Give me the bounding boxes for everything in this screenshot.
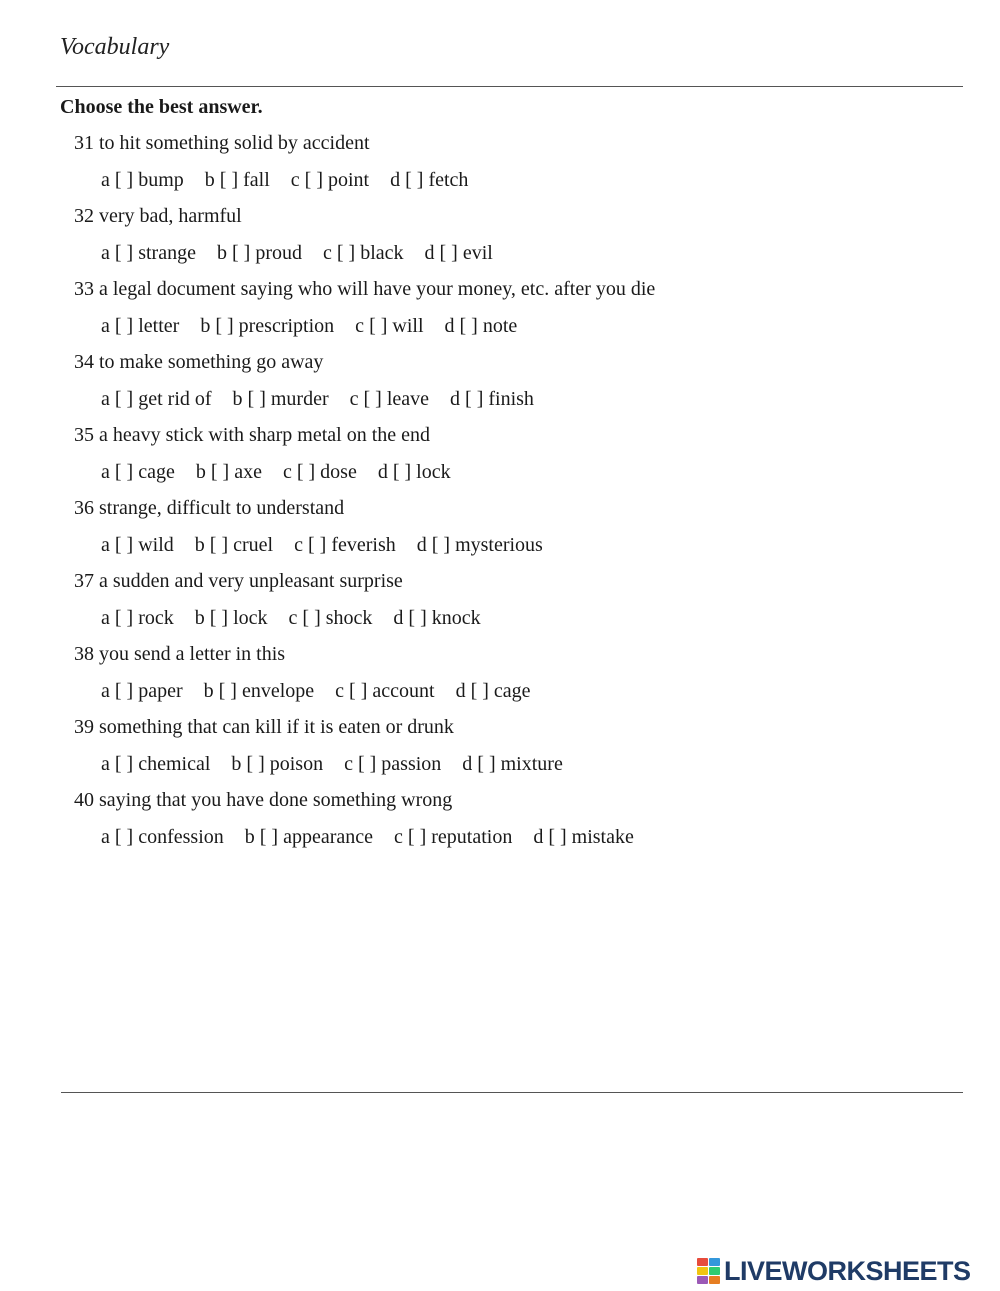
question-text: very bad, harmful: [99, 205, 242, 227]
option-letter: b: [244, 826, 255, 848]
option-a[interactable]: [101, 753, 210, 776]
option-letter: c: [394, 826, 403, 848]
answer-checkbox[interactable]: [ ]: [439, 242, 458, 264]
option-b[interactable]: [195, 607, 268, 630]
brand-name: LIVEWORKSHEETS: [724, 1255, 971, 1286]
option-c[interactable]: [394, 826, 512, 849]
option-d[interactable]: [393, 607, 480, 630]
option-letter: d: [416, 534, 427, 556]
liveworksheets-logo: [697, 1256, 971, 1286]
option-label: prescription: [238, 315, 335, 337]
logo-tile: [709, 1276, 720, 1284]
question-prompt: [74, 497, 344, 520]
option-label: mysterious: [455, 534, 543, 556]
option-c[interactable]: [335, 680, 434, 703]
option-letter: c: [344, 753, 353, 775]
answer-checkbox[interactable]: [ ]: [259, 826, 279, 848]
option-label: dose: [320, 461, 357, 483]
option-b[interactable]: [205, 169, 270, 192]
answer-checkbox[interactable]: [ ]: [465, 388, 484, 410]
answer-checkbox[interactable]: [ ]: [302, 607, 321, 629]
logo-tile: [709, 1258, 720, 1266]
option-b[interactable]: [195, 534, 273, 557]
answer-checkbox[interactable]: [ ]: [218, 680, 237, 702]
option-letter: b: [194, 534, 205, 556]
option-c[interactable]: [283, 461, 357, 484]
option-d[interactable]: [445, 315, 518, 338]
answer-checkbox[interactable]: [ ]: [459, 315, 478, 337]
option-letter: b: [216, 242, 227, 264]
answer-options: [101, 315, 538, 338]
option-letter: c: [288, 607, 298, 629]
question-number: 35: [74, 424, 94, 446]
answer-checkbox[interactable]: [ ]: [408, 607, 427, 629]
answer-checkbox[interactable]: [ ]: [231, 242, 251, 264]
option-label: lock: [416, 461, 451, 483]
question-number: 37: [74, 570, 94, 592]
option-d[interactable]: [462, 753, 563, 776]
question-text: a legal document saying who will have your money, etc. after you die: [99, 278, 656, 300]
option-a[interactable]: [101, 388, 212, 411]
option-label: cage: [138, 461, 175, 483]
option-letter: d: [455, 680, 466, 702]
option-d[interactable]: [378, 461, 451, 484]
bottom-divider: [61, 1092, 963, 1093]
answer-checkbox[interactable]: [ ]: [114, 461, 134, 483]
answer-checkbox[interactable]: [ ]: [548, 826, 567, 848]
question-item: [0, 564, 1000, 637]
answer-checkbox[interactable]: [ ]: [209, 534, 229, 556]
option-label: leave: [386, 388, 430, 410]
option-label: reputation: [431, 826, 513, 848]
option-letter: d: [390, 169, 401, 191]
question-number: 34: [74, 351, 94, 373]
question-text: to hit something solid by accident: [99, 132, 370, 154]
option-letter: b: [195, 461, 206, 483]
option-label: envelope: [241, 680, 315, 702]
option-label: point: [327, 169, 370, 191]
option-label: mixture: [500, 753, 563, 775]
option-d[interactable]: [450, 388, 534, 411]
option-letter: a: [101, 388, 110, 410]
answer-checkbox[interactable]: [ ]: [114, 315, 134, 337]
question-number: 32: [74, 205, 94, 227]
question-item: [0, 418, 1000, 491]
option-letter: d: [533, 826, 544, 848]
answer-checkbox[interactable]: [ ]: [357, 753, 377, 775]
option-d[interactable]: [533, 826, 634, 849]
option-letter: b: [204, 169, 215, 191]
question-text: a sudden and very unpleasant surprise: [99, 570, 403, 592]
logo-tile: [697, 1258, 708, 1266]
answer-checkbox[interactable]: [ ]: [477, 753, 496, 775]
option-label: murder: [270, 388, 329, 410]
option-letter: b: [200, 315, 211, 337]
liveworksheets-logo-icon: [697, 1258, 720, 1284]
answer-checkbox[interactable]: [ ]: [114, 826, 134, 848]
option-letter: a: [101, 826, 110, 848]
option-label: shock: [325, 607, 373, 629]
option-label: paper: [138, 680, 183, 702]
answer-options: [101, 753, 584, 776]
option-label: fall: [243, 169, 270, 191]
question-number: 40: [74, 789, 94, 811]
option-label: knock: [431, 607, 481, 629]
option-letter: d: [450, 388, 461, 410]
option-label: poison: [269, 753, 324, 775]
option-letter: c: [322, 242, 332, 264]
answer-checkbox[interactable]: [ ]: [363, 388, 382, 410]
option-a[interactable]: [101, 242, 196, 265]
answer-options: [101, 607, 502, 630]
question-item: [0, 199, 1000, 272]
option-letter: a: [101, 461, 110, 483]
option-label: strange: [138, 242, 196, 264]
option-letter: d: [393, 607, 404, 629]
answer-checkbox[interactable]: [ ]: [296, 461, 316, 483]
question-item: [0, 637, 1000, 710]
option-a[interactable]: [101, 826, 224, 849]
answer-checkbox[interactable]: [ ]: [114, 753, 134, 775]
option-c[interactable]: [294, 534, 396, 557]
option-label: axe: [234, 461, 262, 483]
question-text: to make something go away: [99, 351, 324, 373]
option-b[interactable]: [204, 680, 315, 703]
option-label: fetch: [428, 169, 469, 191]
question-prompt: [74, 132, 370, 155]
question-number: 39: [74, 716, 94, 738]
option-b[interactable]: [200, 315, 334, 338]
question-number: 33: [74, 278, 94, 300]
answer-checkbox[interactable]: [ ]: [219, 169, 239, 191]
option-label: bump: [138, 169, 184, 191]
option-label: finish: [488, 388, 534, 410]
option-letter: a: [101, 315, 110, 337]
option-letter: c: [335, 680, 345, 702]
option-d[interactable]: [417, 534, 543, 557]
option-letter: b: [203, 680, 214, 702]
question-prompt: [74, 643, 285, 666]
option-c[interactable]: [344, 753, 441, 776]
option-label: wild: [138, 534, 174, 556]
option-label: black: [360, 242, 404, 264]
option-label: cage: [493, 680, 531, 702]
question-prompt: [74, 789, 452, 812]
option-letter: a: [101, 534, 110, 556]
answer-checkbox[interactable]: [ ]: [114, 388, 134, 410]
option-c[interactable]: [355, 315, 423, 338]
option-letter: c: [349, 388, 359, 410]
question-number: 36: [74, 497, 94, 519]
option-letter: a: [101, 680, 110, 702]
option-label: rock: [138, 607, 174, 629]
option-letter: d: [444, 315, 455, 337]
question-prompt: [74, 570, 403, 593]
instruction-text: Choose the best answer.: [60, 96, 263, 118]
question-text: a heavy stick with sharp metal on the end: [99, 424, 431, 446]
question-item: [0, 491, 1000, 564]
option-b[interactable]: [196, 461, 262, 484]
question-item: [0, 710, 1000, 783]
option-a[interactable]: [101, 534, 174, 557]
question-prompt: [74, 424, 430, 447]
answer-checkbox[interactable]: [ ]: [210, 461, 230, 483]
option-c[interactable]: [323, 242, 404, 265]
option-label: proud: [255, 242, 302, 264]
option-a[interactable]: [101, 315, 179, 338]
option-letter: b: [194, 607, 205, 629]
logo-tile: [709, 1267, 720, 1275]
option-letter: d: [424, 242, 435, 264]
option-letter: c: [282, 461, 292, 483]
top-divider: [56, 86, 963, 87]
question-number: 38: [74, 643, 94, 665]
question-text: something that can kill if it is eaten or drunk: [99, 716, 454, 738]
answer-checkbox[interactable]: [ ]: [336, 242, 356, 264]
option-letter: b: [232, 388, 243, 410]
option-letter: c: [294, 534, 303, 556]
answer-checkbox[interactable]: [ ]: [114, 242, 134, 264]
answer-checkbox[interactable]: [ ]: [246, 753, 265, 775]
question-item: [0, 783, 1000, 856]
answer-checkbox[interactable]: [ ]: [247, 388, 266, 410]
answer-options: [101, 242, 514, 265]
question-list: [0, 126, 1000, 856]
option-a[interactable]: [101, 461, 175, 484]
question-item: [0, 345, 1000, 418]
option-label: cruel: [233, 534, 274, 556]
answer-checkbox[interactable]: [ ]: [209, 607, 229, 629]
question-prompt: [74, 716, 454, 739]
option-d[interactable]: [390, 169, 468, 192]
question-item: [0, 272, 1000, 345]
option-label: evil: [462, 242, 493, 264]
answer-checkbox[interactable]: [ ]: [114, 534, 134, 556]
option-letter: a: [101, 607, 110, 629]
answer-options: [101, 680, 552, 703]
option-c[interactable]: [291, 169, 369, 192]
question-prompt: [74, 351, 323, 374]
option-d[interactable]: [456, 680, 531, 703]
answer-options: [101, 826, 655, 849]
option-label: chemical: [138, 753, 211, 775]
option-label: get rid of: [138, 388, 212, 410]
question-text: saying that you have done something wrong: [99, 789, 453, 811]
option-label: appearance: [283, 826, 374, 848]
option-letter: a: [101, 169, 110, 191]
option-b[interactable]: [217, 242, 302, 265]
option-b[interactable]: [231, 753, 323, 776]
option-label: will: [392, 315, 424, 337]
question-prompt: [74, 278, 655, 301]
answer-checkbox[interactable]: [ ]: [392, 461, 412, 483]
answer-checkbox[interactable]: [ ]: [114, 607, 134, 629]
option-letter: d: [462, 753, 473, 775]
option-letter: a: [101, 242, 110, 264]
option-c[interactable]: [289, 607, 373, 630]
answer-checkbox[interactable]: [ ]: [470, 680, 489, 702]
option-label: lock: [233, 607, 268, 629]
option-label: confession: [138, 826, 224, 848]
answer-checkbox[interactable]: [ ]: [114, 680, 134, 702]
option-letter: b: [231, 753, 242, 775]
option-d[interactable]: [425, 242, 493, 265]
question-number: 31: [74, 132, 94, 154]
option-letter: c: [290, 169, 300, 191]
option-a[interactable]: [101, 680, 183, 703]
logo-tile: [697, 1276, 708, 1284]
option-label: note: [482, 315, 518, 337]
option-label: mistake: [571, 826, 634, 848]
answer-checkbox[interactable]: [ ]: [215, 315, 234, 337]
answer-checkbox[interactable]: [ ]: [369, 315, 388, 337]
question-text: strange, difficult to understand: [99, 497, 345, 519]
option-letter: d: [377, 461, 388, 483]
question-prompt: [74, 205, 242, 228]
answer-checkbox[interactable]: [ ]: [307, 534, 327, 556]
option-b[interactable]: [233, 388, 329, 411]
answer-checkbox[interactable]: [ ]: [405, 169, 424, 191]
option-a[interactable]: [101, 607, 174, 630]
option-c[interactable]: [350, 388, 429, 411]
answer-checkbox[interactable]: [ ]: [114, 169, 134, 191]
answer-options: [101, 534, 564, 557]
answer-options: [101, 388, 555, 411]
answer-checkbox[interactable]: [ ]: [407, 826, 427, 848]
option-a[interactable]: [101, 169, 184, 192]
logo-tile: [697, 1267, 708, 1275]
answer-checkbox[interactable]: [ ]: [431, 534, 451, 556]
option-b[interactable]: [245, 826, 373, 849]
answer-options: [101, 169, 489, 192]
answer-checkbox[interactable]: [ ]: [349, 680, 368, 702]
answer-checkbox[interactable]: [ ]: [304, 169, 323, 191]
option-label: passion: [381, 753, 442, 775]
question-item: [0, 126, 1000, 199]
option-label: feverish: [331, 534, 396, 556]
option-label: account: [372, 680, 435, 702]
answer-options: [101, 461, 472, 484]
option-letter: c: [355, 315, 365, 337]
option-label: letter: [138, 315, 180, 337]
question-text: you send a letter in this: [99, 643, 286, 665]
option-letter: a: [101, 753, 110, 775]
worksheet-title: Vocabulary: [60, 34, 170, 60]
